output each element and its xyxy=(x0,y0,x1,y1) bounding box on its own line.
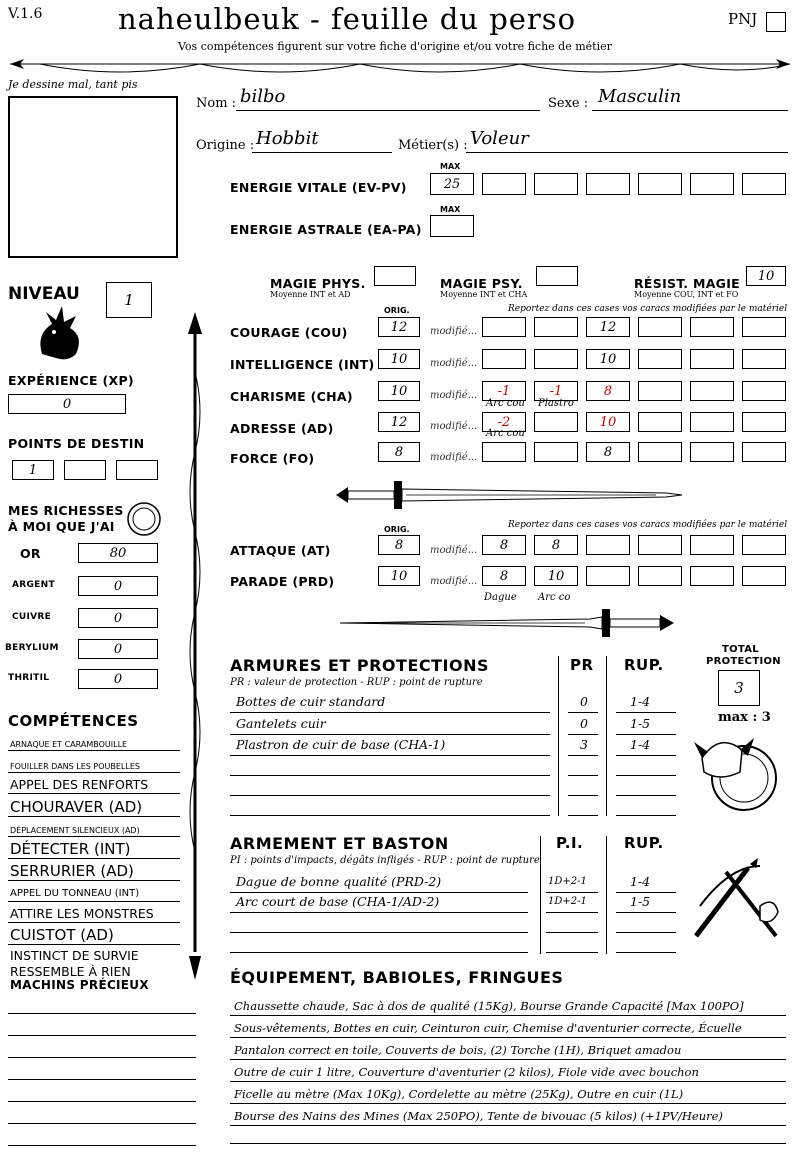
competence-item: CUISTOT (AD) xyxy=(10,926,114,944)
armure-line xyxy=(568,734,598,735)
richesses-label-2: À MOI QUE J'AI xyxy=(8,519,115,534)
equipement-rule xyxy=(230,1059,786,1060)
modified-label: modifié... xyxy=(430,326,478,337)
combat-mod-prd[interactable] xyxy=(690,566,734,586)
arme-pi: 1D+2-1 xyxy=(548,876,587,887)
carac-mod-fo[interactable] xyxy=(690,442,734,462)
carac-mod-int[interactable] xyxy=(482,349,526,369)
pnj-label: PNJ xyxy=(728,10,758,28)
carac-label-cou: COURAGE (COU) xyxy=(230,325,348,340)
combat-mod-at[interactable] xyxy=(742,535,786,555)
carac-label-cha: CHARISME (CHA) xyxy=(230,389,353,404)
equipement-rule xyxy=(230,1081,786,1082)
pnj-checkbox[interactable] xyxy=(766,12,786,32)
carac-mod-int[interactable] xyxy=(534,349,578,369)
arme-rup: 1-5 xyxy=(630,894,651,909)
combat-mod-prd[interactable] xyxy=(586,566,630,586)
money-label-or: OR xyxy=(20,546,41,561)
armure-line xyxy=(568,795,598,796)
carac-mod-cou[interactable] xyxy=(742,317,786,337)
spear-icon xyxy=(180,312,210,982)
resist-magie-box[interactable]: 10 xyxy=(746,266,786,286)
armure-line xyxy=(230,795,550,796)
modified-label: modifié... xyxy=(430,358,478,369)
niveau-box[interactable]: 1 xyxy=(106,282,152,318)
armures-col-divider xyxy=(606,656,607,816)
competence-item: INSTINCT DE SURVIE xyxy=(10,948,139,963)
money-box-thritil[interactable]: 0 xyxy=(78,669,158,689)
magie-phys-note: Moyenne INT et AD xyxy=(270,290,351,299)
equipement-rule xyxy=(230,1125,786,1126)
armement-col-pi: P.I. xyxy=(556,834,584,852)
helmet-shield-icon xyxy=(692,724,782,816)
armure-name: Gantelets cuir xyxy=(236,716,326,731)
armure-line xyxy=(230,775,550,776)
armement-col-divider xyxy=(606,836,607,954)
carac-mod-cou[interactable]: 12 xyxy=(586,317,630,337)
arme-line xyxy=(230,892,528,893)
carac-orig-label: ORIG. xyxy=(384,306,410,315)
equipement-title: ÉQUIPEMENT, BABIOLES, FRINGUES xyxy=(230,968,564,987)
armure-name: Bottes de cuir standard xyxy=(236,694,386,709)
competence-line xyxy=(8,816,180,817)
carac-note: Plastro xyxy=(538,398,574,409)
carac-note: Arc cou xyxy=(486,428,525,439)
total-protection-box[interactable]: 3 xyxy=(718,670,760,706)
equipement-line: Outre de cuir 1 litre, Couverture d'aventurier (2 kilos), Fiole vide avec bouchon xyxy=(234,1065,699,1079)
combat-mod-at[interactable] xyxy=(690,535,734,555)
modified-label: modifié... xyxy=(430,576,478,587)
carac-mod-int[interactable]: 10 xyxy=(586,349,630,369)
competence-item: CHOURAVER (AD) xyxy=(10,798,143,816)
origine-value[interactable]: Hobbit xyxy=(256,128,319,149)
money-label-berylium: BERYLIUM xyxy=(5,643,59,653)
metier-underline xyxy=(466,152,788,153)
carac-mod-ad[interactable] xyxy=(534,412,578,432)
competence-line xyxy=(8,944,180,945)
carac-mod-fo[interactable] xyxy=(742,442,786,462)
destin-box-2[interactable] xyxy=(64,460,106,480)
xp-box[interactable]: 0 xyxy=(8,394,126,414)
sword-icon xyxy=(340,606,684,640)
max-protection: max : 3 xyxy=(718,710,771,725)
carac-mod-cou[interactable] xyxy=(638,317,682,337)
combat-mod-at[interactable] xyxy=(638,535,682,555)
arme-line xyxy=(616,932,676,933)
armure-line xyxy=(616,712,676,713)
nom-label: Nom : xyxy=(196,96,237,111)
metier-value[interactable]: Voleur xyxy=(470,128,529,149)
combat-mod-prd[interactable]: 8 xyxy=(482,566,526,586)
armement-note: PI : points d'impacts, dégâts infligés - RUP : point de rupture xyxy=(230,855,540,866)
armure-name: Plastron de cuir de base (CHA-1) xyxy=(236,737,446,752)
arme-rup: 1-4 xyxy=(630,874,651,889)
carac-mod-cha[interactable]: 8 xyxy=(586,381,630,401)
armure-line xyxy=(616,755,676,756)
resist-magie-note: Moyenne COU, INT et FO xyxy=(634,290,739,299)
combat-mod-prd[interactable]: 10 xyxy=(534,566,578,586)
armure-line xyxy=(568,712,598,713)
combat-mod-prd[interactable] xyxy=(742,566,786,586)
carac-mod-fo[interactable] xyxy=(638,442,682,462)
carac-mod-cou[interactable] xyxy=(482,317,526,337)
total-protection-label-2: PROTECTION xyxy=(706,656,781,667)
sword-icon xyxy=(336,478,686,512)
armure-rup: 1-5 xyxy=(630,716,651,731)
carac-mod-cha[interactable]: -1 xyxy=(534,381,578,401)
magie-phys-label: MAGIE PHYS. xyxy=(270,276,366,291)
machins-line xyxy=(8,1101,196,1102)
equipement-line: Chaussette chaude, Sac à dos de qualité (15Kg), Bourse Grande Capacité [Max 100PO] xyxy=(234,999,744,1013)
competence-item: DÉPLACEMENT SILENCIEUX (AD) xyxy=(10,826,140,835)
money-label-cuivre: CUIVRE xyxy=(12,612,52,622)
arme-line xyxy=(616,952,676,953)
armure-line xyxy=(230,755,550,756)
equipement-line: Pantalon correct en toile, Couverts de bois, (2) Torche (1H), Briquet amadou xyxy=(234,1043,682,1057)
machins-line xyxy=(8,1079,196,1080)
combat-note: Dague xyxy=(484,592,517,603)
armement-col-rup: RUP. xyxy=(624,834,664,852)
ev-max-box[interactable]: 25 xyxy=(430,173,474,195)
ev-box[interactable] xyxy=(690,173,734,195)
sexe-value[interactable]: Masculin xyxy=(598,86,682,107)
carac-orig-cha[interactable]: 10 xyxy=(378,381,420,401)
machins-line xyxy=(8,1013,196,1014)
ev-box[interactable] xyxy=(742,173,786,195)
modified-label: modifié... xyxy=(430,452,478,463)
armement-col-divider xyxy=(540,836,541,954)
arme-name: Arc court de base (CHA-1/AD-2) xyxy=(236,894,440,909)
carac-mod-int[interactable] xyxy=(742,349,786,369)
destin-label: POINTS DE DESTIN xyxy=(8,436,145,451)
carac-report-note: Reportez dans ces cases vos caracs modifiées par le matériel xyxy=(508,304,788,314)
competences-title: COMPÉTENCES xyxy=(8,712,139,730)
armement-title: ARMEMENT ET BASTON xyxy=(230,834,449,853)
equipement-line: Sous-vêtements, Bottes en cuir, Ceinturon cuir, Chemise d'aventurier correcte, Écuelle xyxy=(234,1021,742,1035)
carac-mod-fo[interactable] xyxy=(534,442,578,462)
armure-line xyxy=(616,734,676,735)
ev-box[interactable] xyxy=(638,173,682,195)
carac-mod-ad[interactable] xyxy=(742,412,786,432)
arme-line xyxy=(546,932,598,933)
destin-box-3[interactable] xyxy=(116,460,158,480)
magie-psy-label: MAGIE PSY. xyxy=(440,276,523,291)
equipement-line: Bourse des Nains des Mines (Max 250PO), Tente de bivouac (5 kilos) (+1PV/Heure) xyxy=(234,1109,723,1123)
richesses-label-1: MES RICHESSES xyxy=(8,503,124,518)
combat-mod-at[interactable]: 8 xyxy=(482,535,526,555)
combat-orig-prd[interactable]: 10 xyxy=(378,566,420,586)
money-box-argent[interactable]: 0 xyxy=(78,576,158,596)
competence-line xyxy=(8,880,180,881)
modified-label: modifié... xyxy=(430,421,478,432)
carac-mod-cha[interactable] xyxy=(742,381,786,401)
carac-mod-ad[interactable]: 10 xyxy=(586,412,630,432)
armure-line xyxy=(230,734,550,735)
carac-mod-fo[interactable]: 8 xyxy=(586,442,630,462)
arme-pi: 1D+2-1 xyxy=(548,896,587,907)
carac-mod-int[interactable] xyxy=(638,349,682,369)
competence-line xyxy=(8,750,180,751)
carac-mod-cou[interactable] xyxy=(690,317,734,337)
armure-line xyxy=(616,795,676,796)
money-label-thritil: THRITIL xyxy=(8,673,50,683)
equipement-rule xyxy=(230,1015,786,1016)
coin-icon xyxy=(126,501,162,537)
competence-item: SERRURIER (AD) xyxy=(10,862,134,880)
arme-line xyxy=(230,932,528,933)
portrait-caption: Je dessine mal, tant pis xyxy=(8,78,138,91)
magie-psy-note: Moyenne INT et CHA xyxy=(440,290,528,299)
total-protection-label-1: TOTAL xyxy=(722,644,759,655)
combat-label-at: ATTAQUE (AT) xyxy=(230,543,331,558)
carac-mod-ad[interactable] xyxy=(690,412,734,432)
carac-mod-cou[interactable] xyxy=(534,317,578,337)
armures-col-divider xyxy=(558,656,559,816)
weapons-icon xyxy=(690,856,782,942)
machins-line xyxy=(8,1057,196,1058)
armure-line xyxy=(568,815,598,816)
armures-col-pr: PR xyxy=(570,656,594,674)
carac-mod-cha[interactable]: -1 xyxy=(482,381,526,401)
magie-phys-box[interactable] xyxy=(374,266,416,286)
ea-max-box[interactable] xyxy=(430,215,474,237)
carac-mod-int[interactable] xyxy=(690,349,734,369)
equipement-rule xyxy=(230,1143,786,1144)
armure-line xyxy=(616,815,676,816)
equipement-rule xyxy=(230,1037,786,1038)
arme-line xyxy=(230,952,528,953)
modified-label: modifié... xyxy=(430,545,478,556)
carac-label-int: INTELLIGENCE (INT) xyxy=(230,357,375,372)
arme-line xyxy=(546,952,598,953)
ev-max-label: MAX xyxy=(440,162,461,171)
armure-pr: 0 xyxy=(580,694,588,709)
competence-line xyxy=(8,922,180,923)
sexe-label: Sexe : xyxy=(548,96,589,111)
equipement-line: Ficelle au mètre (Max 10Kg), Cordelette au mètre (25Kg), Outre en cuir (1L) xyxy=(234,1087,684,1101)
ev-box[interactable] xyxy=(586,173,630,195)
destin-box-1[interactable]: 1 xyxy=(12,460,54,480)
machins-line xyxy=(8,1035,196,1036)
armure-pr: 0 xyxy=(580,716,588,731)
armure-line xyxy=(568,755,598,756)
combat-orig-label: ORIG. xyxy=(384,525,410,534)
competence-item: ARNAQUE ET CARAMBOUILLE xyxy=(10,740,128,749)
carac-orig-fo[interactable]: 8 xyxy=(378,442,420,462)
competence-line xyxy=(8,836,180,837)
metier-label: Métier(s) : xyxy=(398,138,468,153)
armure-rup: 1-4 xyxy=(630,737,651,752)
carac-mod-ad[interactable]: -2 xyxy=(482,412,526,432)
page-subtitle: Vos compétences figurent sur votre fiche d'origine et/ou votre fiche de métier xyxy=(178,40,612,53)
sexe-underline xyxy=(592,110,788,111)
armures-note: PR : valeur de protection - RUP : point de rupture xyxy=(230,677,483,688)
carac-orig-cou[interactable]: 12 xyxy=(378,317,420,337)
armure-pr: 3 xyxy=(580,737,588,752)
money-box-cuivre[interactable]: 0 xyxy=(78,608,158,628)
competence-item: ATTIRE LES MONSTRES xyxy=(10,906,154,921)
arme-line xyxy=(616,912,676,913)
carac-mod-cha[interactable] xyxy=(638,381,682,401)
combat-orig-at[interactable]: 8 xyxy=(378,535,420,555)
competence-item: APPEL DES RENFORTS xyxy=(10,777,149,792)
ea-label: ENERGIE ASTRALE (EA-PA) xyxy=(230,222,422,237)
competence-line xyxy=(8,793,180,794)
armure-line xyxy=(568,775,598,776)
ev-label: ENERGIE VITALE (EV-PV) xyxy=(230,180,407,195)
version-label: V.1.6 xyxy=(8,6,43,22)
carac-orig-int[interactable]: 10 xyxy=(378,349,420,369)
arme-line xyxy=(230,912,528,913)
machins-line xyxy=(8,1123,196,1124)
competence-line xyxy=(8,772,180,773)
competence-item: RESSEMBLE À RIEN xyxy=(10,964,131,979)
armures-col-rup: RUP. xyxy=(624,656,664,674)
carac-orig-ad[interactable]: 12 xyxy=(378,412,420,432)
armure-line xyxy=(230,815,550,816)
xp-label: EXPÉRIENCE (XP) xyxy=(8,373,134,388)
page-title: naheulbeuk - feuille du perso xyxy=(118,2,577,36)
competence-line xyxy=(8,901,180,902)
equipement-rule xyxy=(230,1103,786,1104)
arme-line xyxy=(616,892,676,893)
modified-label: modifié... xyxy=(430,390,478,401)
resist-magie-label: RÉSIST. MAGIE xyxy=(634,276,741,291)
ev-box[interactable] xyxy=(534,173,578,195)
machins-line xyxy=(8,1145,196,1146)
arme-name: Dague de bonne qualité (PRD-2) xyxy=(236,874,442,889)
carac-label-fo: FORCE (FO) xyxy=(230,451,315,466)
carac-mod-ad[interactable] xyxy=(638,412,682,432)
magie-psy-box[interactable] xyxy=(536,266,578,286)
arme-line xyxy=(546,912,598,913)
niveau-label: NIVEAU xyxy=(8,284,80,304)
money-box-or[interactable]: 80 xyxy=(78,543,158,563)
competence-item: FOUILLER DANS LES POUBELLES xyxy=(10,762,140,771)
carac-mod-fo[interactable] xyxy=(482,442,526,462)
armure-line xyxy=(616,775,676,776)
armure-line xyxy=(230,712,550,713)
money-label-argent: ARGENT xyxy=(12,580,55,590)
nom-underline xyxy=(236,110,540,111)
combat-mod-at[interactable] xyxy=(586,535,630,555)
ea-max-label: MAX xyxy=(440,205,461,214)
dragon-icon xyxy=(32,304,86,362)
nom-value[interactable]: bilbo xyxy=(240,86,286,107)
portrait-frame[interactable] xyxy=(8,96,178,258)
combat-mod-prd[interactable] xyxy=(638,566,682,586)
combat-note: Arc co xyxy=(538,592,571,603)
carac-mod-cha[interactable] xyxy=(690,381,734,401)
competence-item: DÉTECTER (INT) xyxy=(10,840,131,858)
combat-report-note: Reportez dans ces cases vos caracs modifiées par le matériel xyxy=(508,520,788,530)
armures-title: ARMURES ET PROTECTIONS xyxy=(230,656,489,675)
ev-box[interactable] xyxy=(482,173,526,195)
armure-rup: 1-4 xyxy=(630,694,651,709)
combat-label-prd: PARADE (PRD) xyxy=(230,574,335,589)
carac-label-ad: ADRESSE (AD) xyxy=(230,421,334,436)
carac-note: Arc cou xyxy=(486,398,525,409)
competence-item: APPEL DU TONNEAU (INT) xyxy=(10,888,140,899)
arme-line xyxy=(546,892,598,893)
machins-title: MACHINS PRÉCIEUX xyxy=(10,978,149,992)
money-box-berylium[interactable]: 0 xyxy=(78,639,158,659)
combat-mod-at[interactable]: 8 xyxy=(534,535,578,555)
origine-label: Origine : xyxy=(196,138,255,153)
competence-line xyxy=(8,858,180,859)
origine-underline xyxy=(252,152,392,153)
